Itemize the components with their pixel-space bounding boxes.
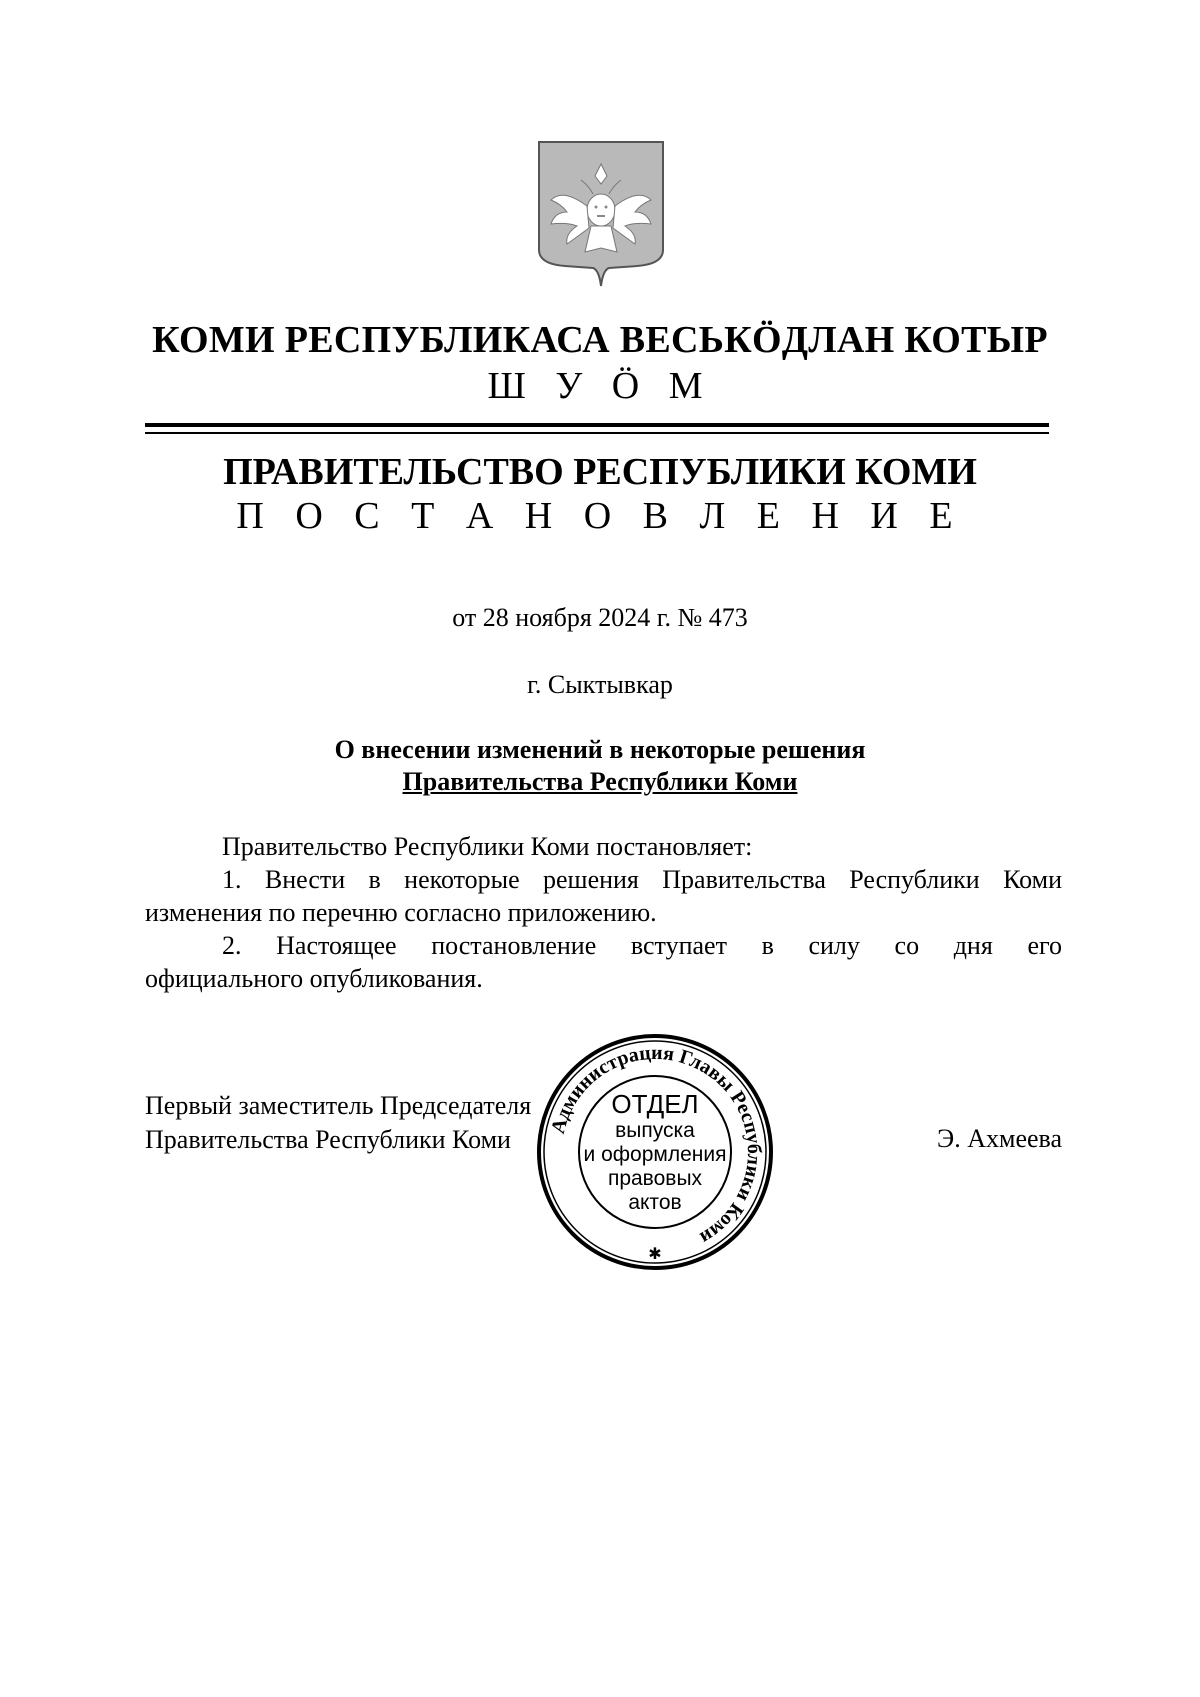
stamp-center-line-1: ОТДЕЛ bbox=[611, 1089, 699, 1119]
stamp-center-line-5: актов bbox=[628, 1191, 682, 1214]
signer-name: Э. Ахмеева bbox=[937, 1124, 1062, 1153]
subject-line-1: О внесении изменений в некоторые решения bbox=[334, 735, 866, 764]
subject-line-2: Правительства Республики Коми bbox=[402, 767, 798, 796]
stamp-center-line-4: правовых bbox=[607, 1167, 703, 1190]
header-rule-thick bbox=[145, 423, 1049, 427]
stamp-center-line-3: и оформления bbox=[583, 1143, 727, 1166]
official-stamp bbox=[536, 1033, 774, 1271]
komi-org-title: КОМИ РЕСПУБЛИКАСА ВЕСЬКӦДЛАН КОТЫР bbox=[152, 319, 1048, 361]
komi-doc-type: Ш У Ӧ М bbox=[487, 365, 713, 407]
body-item-1-line-1: 1. Внести в некоторые решения Правительства Республики Коми bbox=[222, 865, 1062, 894]
body-item-2-line-2: официального опубликования. bbox=[145, 964, 483, 993]
gov-doc-type: П О С Т А Н О В Л Е Н И Е bbox=[236, 495, 964, 537]
gov-org-title: ПРАВИТЕЛЬСТВО РЕСПУБЛИКИ КОМИ bbox=[223, 451, 977, 493]
stamp-center-line-2: выпуска bbox=[615, 1119, 695, 1142]
body-item-1 bbox=[145, 863, 1062, 929]
body-item-1-line-2: изменения по перечню согласно приложению. bbox=[145, 898, 657, 927]
signer-position-line-2: Правительства Республики Коми bbox=[145, 1125, 511, 1154]
header-rule-thin bbox=[145, 432, 1049, 434]
stamp-star-icon: ✱ bbox=[648, 1246, 662, 1263]
stamp-ring-text: Администрация Главы Республики Коми bbox=[546, 1041, 766, 1249]
body-intro: Правительство Республики Коми постановляет: bbox=[222, 832, 753, 861]
document-city: г. Сыктывкар bbox=[527, 670, 673, 699]
signer-position-line-1: Первый заместитель Председателя bbox=[145, 1091, 532, 1120]
body-item-2 bbox=[145, 929, 1062, 995]
body-item-2-line-1: 2. Настоящее постановление вступает в силу со дня его bbox=[222, 931, 1062, 960]
coat-of-arms-icon bbox=[537, 140, 665, 290]
document-date-number: от 28 ноября 2024 г. № 473 bbox=[452, 603, 748, 632]
